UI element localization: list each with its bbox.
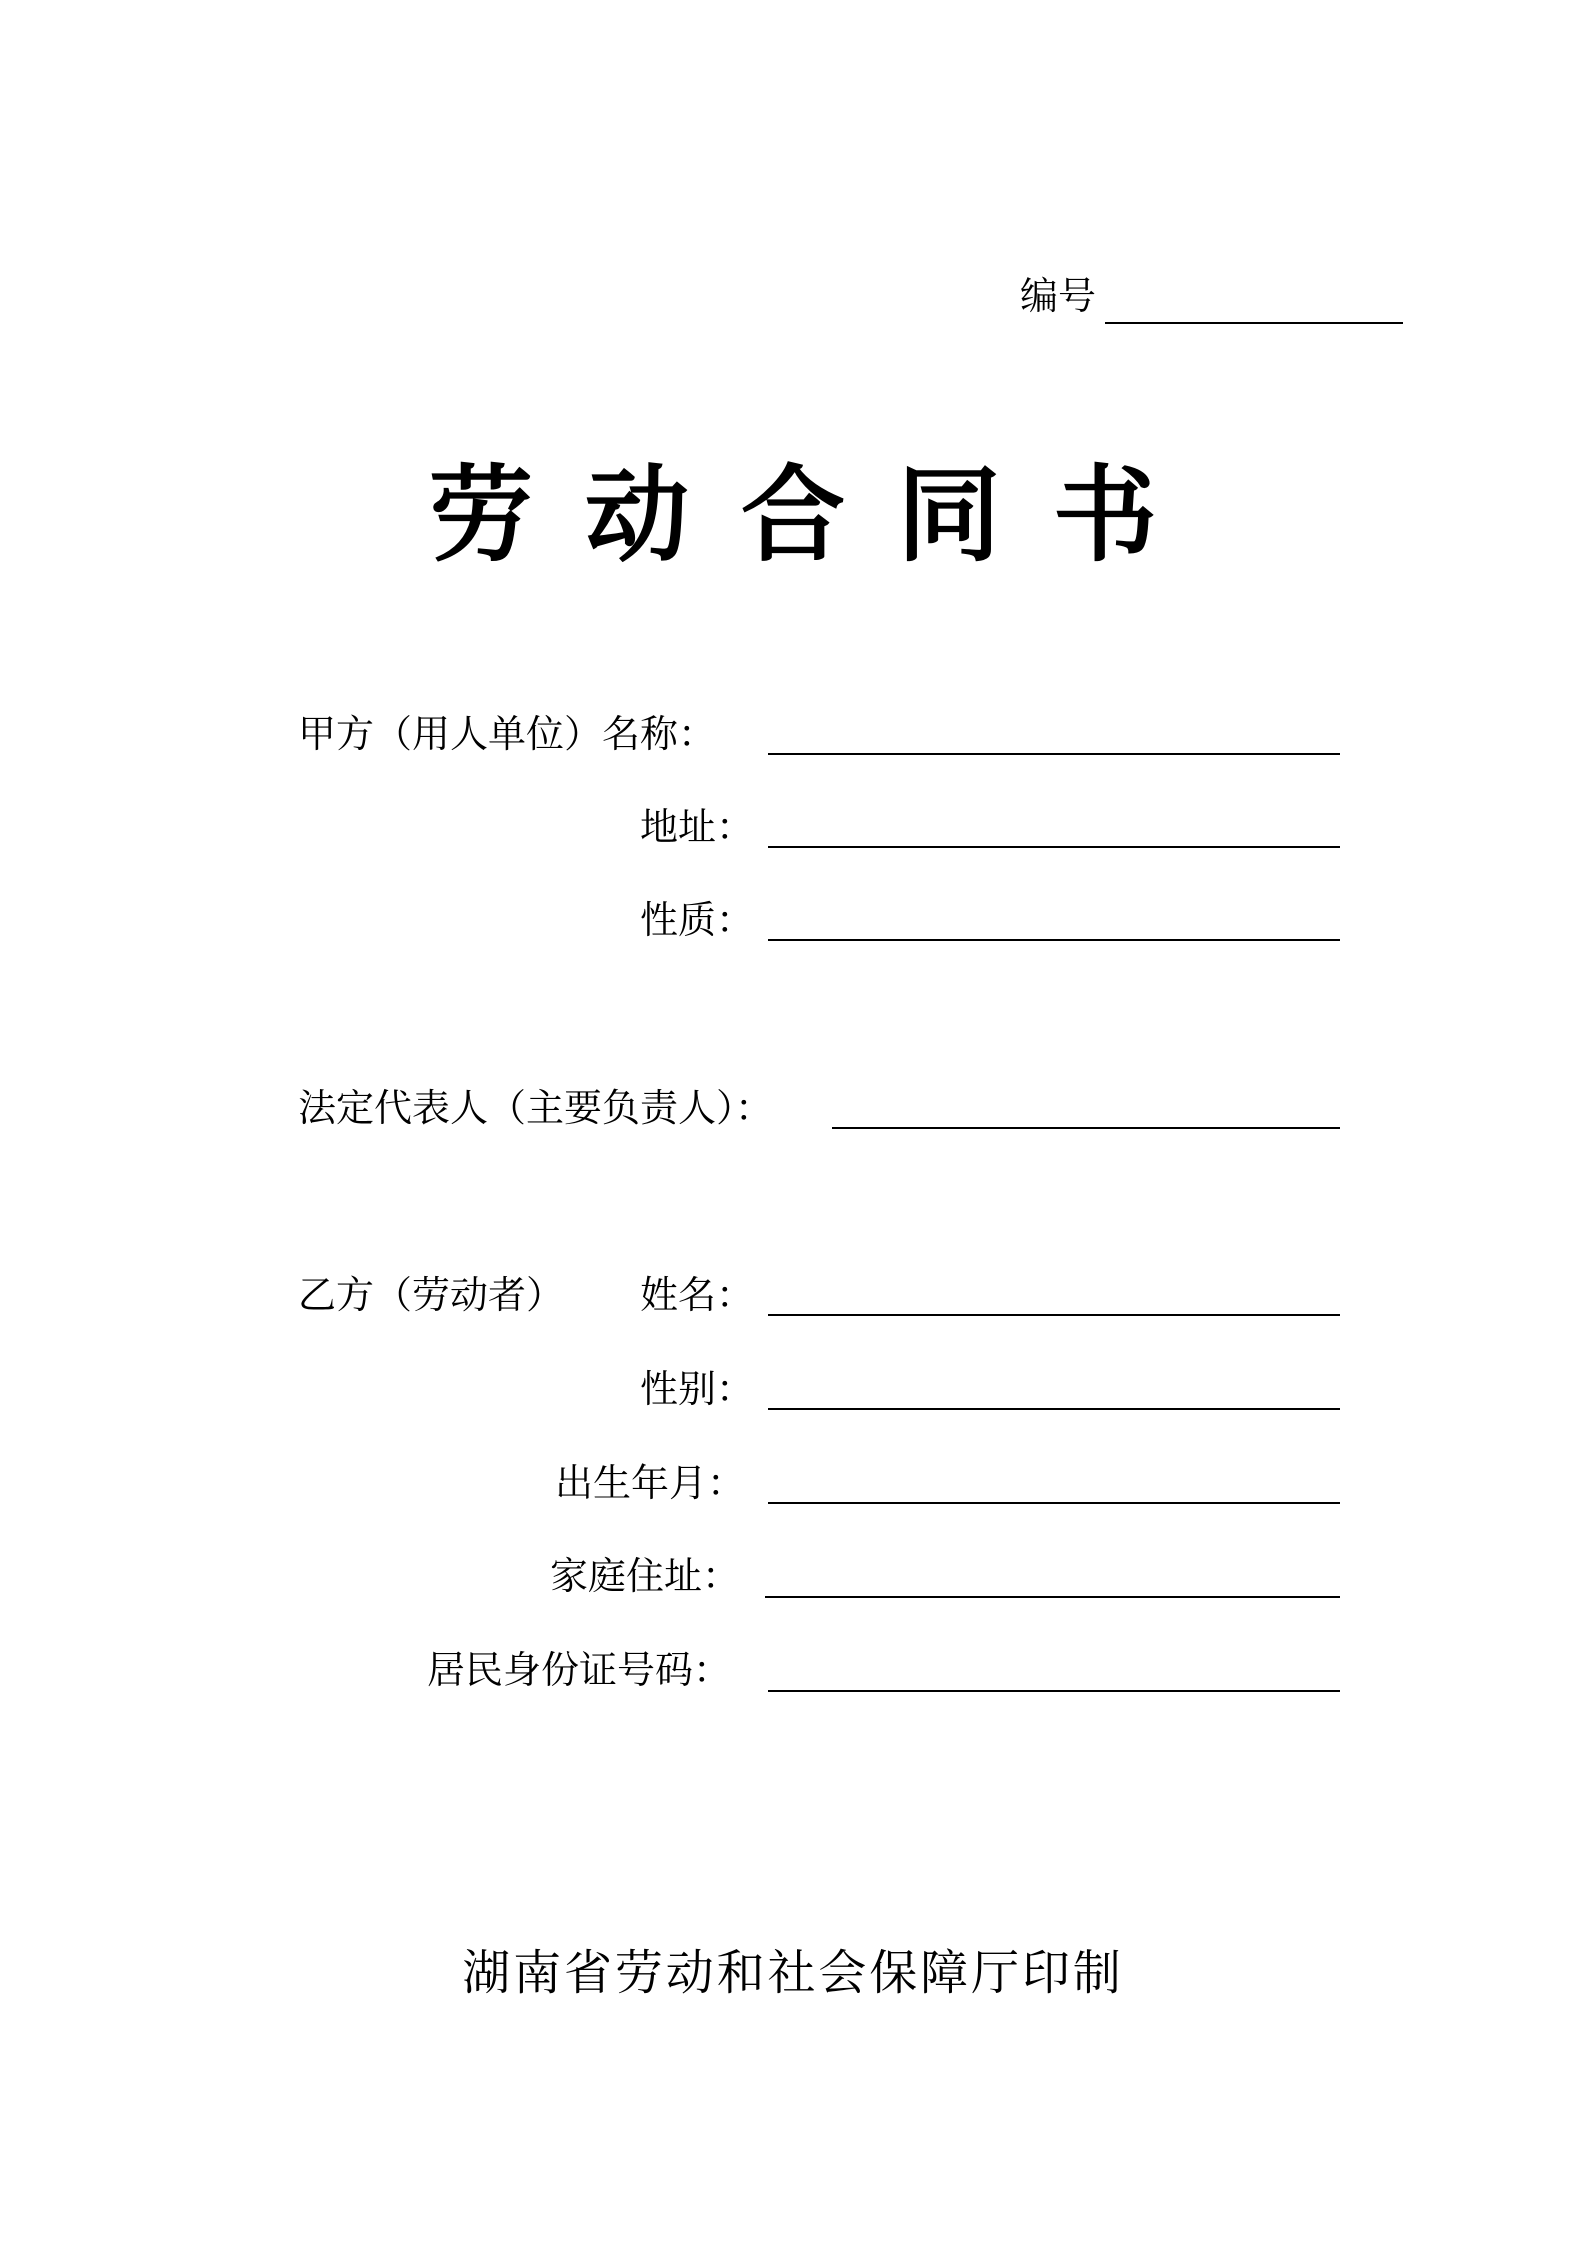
party-b-gender-field[interactable] bbox=[768, 1408, 1340, 1410]
party-a-name-field[interactable] bbox=[768, 753, 1340, 755]
document-title: 劳动合同书 bbox=[428, 454, 1209, 576]
legal-representative-field[interactable] bbox=[832, 1127, 1340, 1129]
serial-number-label: 编号 bbox=[1020, 274, 1097, 318]
party-b-id-number-field[interactable] bbox=[768, 1690, 1340, 1692]
party-b-home-address-field[interactable] bbox=[765, 1596, 1340, 1598]
party-b-id-number-label: 居民身份证号码： bbox=[427, 1648, 732, 1692]
party-b-name-label: 姓名： bbox=[640, 1273, 755, 1317]
party-b-birth-label: 出生年月： bbox=[555, 1461, 746, 1505]
issuer-footer: 湖南省劳动和社会保障厅印制 bbox=[462, 1945, 1124, 2001]
party-b-gender-label: 性别： bbox=[640, 1367, 755, 1411]
party-a-address-field[interactable] bbox=[768, 846, 1340, 848]
party-b-birth-field[interactable] bbox=[768, 1502, 1340, 1504]
party-a-address-label: 地址： bbox=[640, 805, 755, 849]
serial-number-field[interactable] bbox=[1105, 322, 1403, 324]
party-b-heading: 乙方（劳动者） bbox=[298, 1273, 565, 1317]
party-a-nature-field[interactable] bbox=[768, 939, 1340, 941]
legal-representative-label: 法定代表人（主要负责人）： bbox=[298, 1086, 774, 1130]
party-a-nature-label: 性质： bbox=[640, 898, 755, 942]
party-a-name-label: 甲方（用人单位）名称： bbox=[298, 712, 717, 756]
party-b-name-field[interactable] bbox=[768, 1314, 1340, 1316]
party-b-home-address-label: 家庭住址： bbox=[550, 1554, 741, 1598]
